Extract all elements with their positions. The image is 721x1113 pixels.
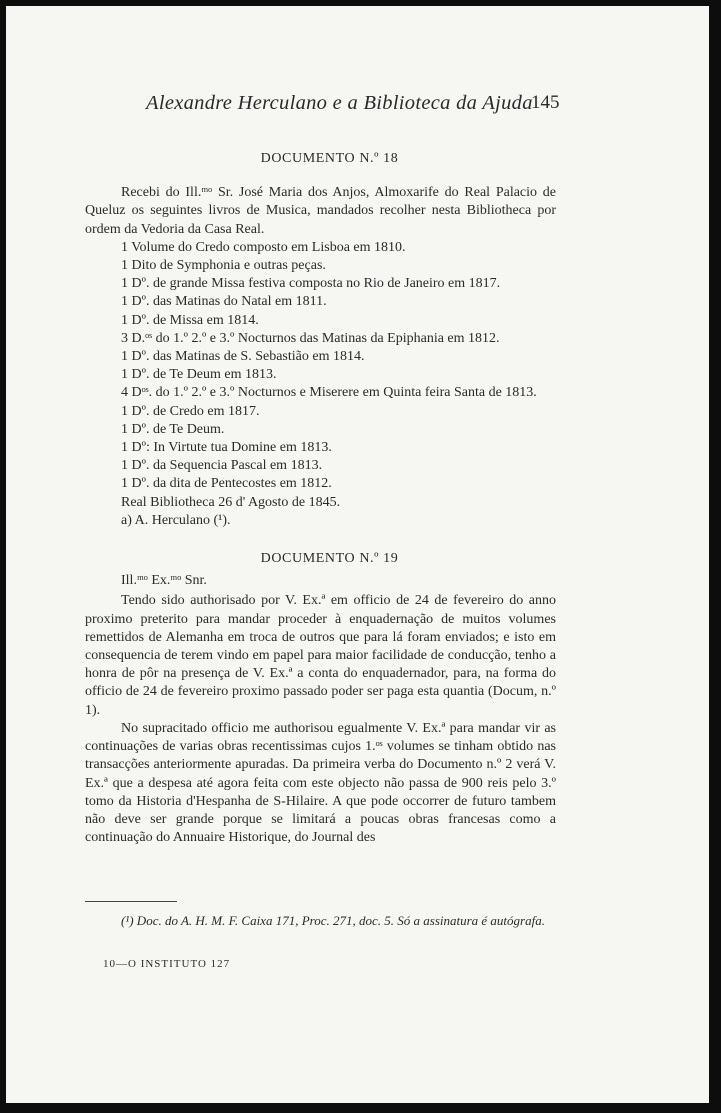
document-19-paragraph-2: No supracitado officio me authorisou egualmente V. Ex.ª para mandar vir as continuações de varias obras recentissimas cujos 1.ᵒˢ volumes se tinham obtido nas transacções anteriormente apuradas. Da primeira verba do Documento n.º 2 verá V. Ex.ª que a despesa até agora feita com este objecto não passa de 900 reis pelo 3.º tomo da Historia d'Hespanha de S-Hilaire. A que pode occorrer de futuro tambem não deve ser grande porque se limitará a poucas obras francesas como a continuação do Annuaire Historique, do Journal des [85, 720, 556, 846]
list-item: 1 Dº. da dita de Pentecostes em 1812. [121, 476, 332, 492]
page-header [6, 92, 709, 122]
list-item: 1 Dº. de Te Deum em 1813. [121, 367, 277, 383]
list-item: 1 Dº. da Sequencia Pascal em 1813. [121, 458, 323, 474]
document-18-closing-place: Real Bibliotheca 26 d' Agosto de 1845. [121, 494, 341, 510]
document-18-signature: a) A. Herculano (¹). [121, 512, 231, 528]
page-number: 145 [531, 92, 560, 113]
running-title: Alexandre Herculano e a Biblioteca da Ajuda [146, 92, 533, 114]
page-body [85, 150, 556, 847]
list-item: 1 Volume do Credo composto em Lisboa em 1810. [121, 239, 406, 255]
document-18-item-list [85, 239, 556, 494]
list-item: 1 Dº. das Matinas do Natal em 1811. [121, 294, 327, 310]
list-item: 1 Dº. de Credo em 1817. [121, 403, 260, 419]
list-item: 1 Dito de Symphonia e outras peças. [121, 258, 326, 274]
document-18-heading: DOCUMENTO N.º 18 [260, 151, 399, 166]
list-item: 1 Dº: In Virtute tua Domine em 1813. [121, 440, 332, 456]
footnote: (¹) Doc. do A. H. M. F. Caixa 171, Proc. 271, doc. 5. Só a assinatura é autógrafa. [121, 913, 545, 928]
document-18-intro: Recebi do Ill.ᵐᵒ Sr. José Maria dos Anjos, Almoxarife do Real Palacio de Queluz os seguintes livros de Musica, mandados recolher nesta Bibliotheca por ordem da Vedoria da Casa Real. [85, 185, 556, 237]
book-page [6, 6, 709, 1103]
list-item: 4 Dᵒˢ. do 1.º 2.º e 3.º Nocturnos e Miserere em Quinta feira Santa de 1813. [121, 385, 537, 401]
list-item: 1 Dº. de Missa em 1814. [121, 312, 259, 328]
footnote-divider [85, 901, 177, 902]
printer-signature-mark: 10—O INSTITUTO 127 [103, 958, 231, 970]
list-item: 1 Dº. de grande Missa festiva composta no Rio de Janeiro em 1817. [121, 276, 501, 292]
list-item: 3 D.ᵒˢ do 1.º 2.º e 3.º Nocturnos das Matinas da Epiphania em 1812. [121, 330, 500, 346]
document-19-salutation: Ill.ᵐᵒ Ex.ᵐᵒ Snr. [121, 573, 207, 589]
document-19-paragraph-1: Tendo sido authorisado por V. Ex.ª em officio de 24 de fevereiro do anno proximo preterito para mandar proceder à enquadernação de muitos volumes remettidos de Alemanha em troca de outros que para lá foram enviados; e isto em consequencia de terem vindo em papel para maior facilidade de conducção, tenho a honra de pôr na presença de V. Ex.ª a conta do enquadernador, para, na forma do officio de 24 de fevereiro proximo passado poder ser paga esta quantia (Docum, n.º 1). [85, 593, 556, 718]
list-item: 1 Dº. de Te Deum. [121, 421, 225, 437]
list-item: 1 Dº. das Matinas de S. Sebastião em 1814. [121, 349, 365, 365]
document-19-heading: DOCUMENTO N.º 19 [260, 551, 399, 567]
